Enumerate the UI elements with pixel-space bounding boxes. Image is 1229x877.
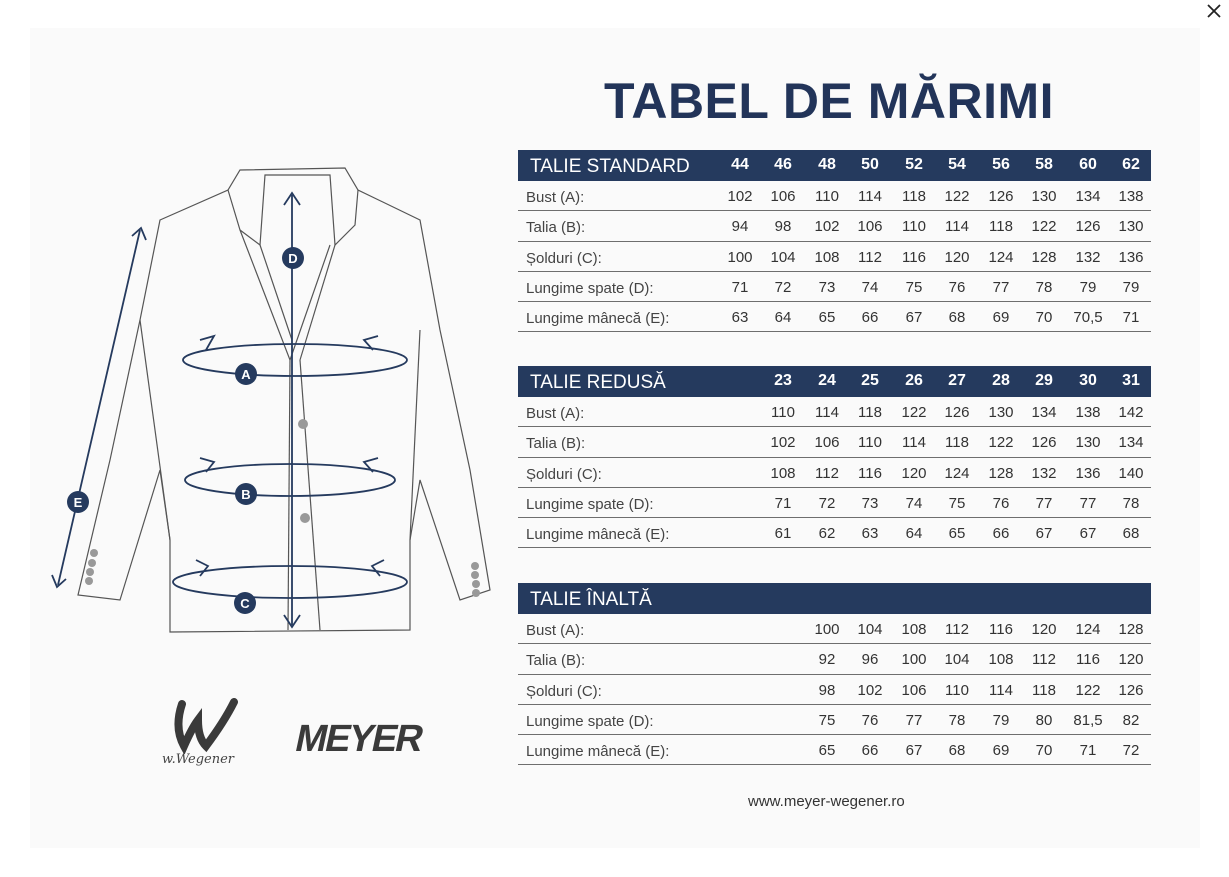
table-row: [518, 644, 1151, 674]
table-cell: 142: [1118, 404, 1144, 421]
table-cell: 120: [901, 464, 927, 482]
table-cell: 122: [901, 404, 927, 421]
table-cell: 76: [992, 494, 1010, 512]
table-cell: 104: [857, 621, 883, 638]
table-row: [518, 735, 1151, 765]
row-label: Lungime spate (D):: [526, 495, 654, 513]
table-cell: 66: [992, 525, 1010, 543]
meyer-logo: MEYER: [291, 718, 426, 760]
table-cell: 118: [945, 434, 969, 452]
table-cell: 126: [1031, 434, 1057, 452]
size-header-cell: 46: [774, 156, 792, 173]
jacket-diagram: [50, 160, 500, 640]
size-header-cell: 28: [992, 372, 1010, 389]
table-cell: 114: [945, 218, 969, 236]
row-label: Lungime spate (D):: [526, 279, 654, 297]
size-header-cell: 27: [948, 372, 966, 389]
table-cell: 92: [818, 651, 836, 669]
table-cell: 124: [1075, 621, 1101, 638]
table-cell: 126: [1075, 218, 1101, 236]
svg-text:C: C: [240, 596, 250, 611]
table-row: [518, 518, 1151, 548]
table-cell: 65: [818, 309, 836, 327]
table-cell: 126: [944, 404, 970, 421]
table-cell: 77: [1035, 494, 1053, 512]
table-cell: 112: [945, 621, 969, 638]
table-cell: 126: [1118, 681, 1144, 699]
table-cell: 110: [771, 404, 795, 421]
table-cell: 116: [989, 621, 1013, 638]
table-cell: 62: [818, 525, 836, 543]
table-cell: 104: [770, 248, 796, 266]
table-cell: 66: [861, 742, 879, 760]
row-label: Lungime mânecă (E):: [526, 743, 670, 761]
table-header: [518, 583, 1151, 614]
table-cell: 134: [1031, 404, 1057, 421]
table-cell: 70: [1035, 742, 1053, 760]
size-header-cell: 44: [731, 156, 749, 173]
table-cell: 72: [1122, 742, 1140, 760]
table-cell: 96: [861, 651, 879, 669]
table-cell: 76: [861, 711, 879, 729]
table-title: TALIE STANDARD: [530, 156, 690, 177]
table-row: [518, 302, 1151, 332]
table-cell: 67: [1035, 525, 1053, 543]
row-label: Lungime mânecă (E):: [526, 310, 670, 328]
table-title: TALIE REDUSĂ: [530, 372, 666, 393]
svg-text:A: A: [241, 367, 251, 382]
table-cell: 132: [1031, 464, 1057, 482]
table-cell: 124: [988, 248, 1014, 266]
table-cell: 100: [814, 621, 840, 638]
table-cell: 138: [1118, 188, 1144, 205]
table-cell: 94: [731, 218, 749, 236]
marker-group: [67, 247, 304, 614]
table-cell: 122: [1031, 218, 1057, 236]
table-cell: 114: [815, 404, 839, 421]
table-row: [518, 614, 1151, 644]
table-cell: 108: [901, 621, 927, 638]
row-label: Șolduri (C):: [526, 249, 602, 267]
table-cell: 102: [857, 681, 883, 699]
table-cell: 70,5: [1073, 309, 1103, 327]
size-table: [518, 150, 1151, 332]
table-cell: 118: [858, 404, 882, 421]
row-label: Talia (B):: [526, 652, 586, 670]
size-header-cell: 54: [948, 156, 966, 173]
table-cell: 71: [731, 278, 749, 296]
table-cell: 65: [818, 742, 836, 760]
table-cell: 112: [1032, 651, 1056, 669]
table-cell: 108: [814, 248, 840, 266]
table-cell: 69: [992, 309, 1010, 327]
table-cell: 69: [992, 742, 1010, 760]
table-cell: 72: [774, 278, 792, 296]
table-cell: 73: [861, 494, 879, 512]
table-cell: 77: [992, 278, 1010, 296]
table-cell: 80: [1035, 711, 1053, 729]
row-label: Șolduri (C):: [526, 465, 602, 483]
wegener-logo-icon: [162, 698, 242, 754]
size-table: [518, 583, 1151, 765]
table-cell: 128: [1031, 248, 1057, 266]
table-cell: 120: [944, 248, 970, 266]
table-cell: 118: [1032, 681, 1056, 699]
table-cell: 71: [774, 494, 792, 512]
row-label: Talia (B):: [526, 435, 586, 453]
table-cell: 114: [858, 188, 882, 205]
svg-text:D: D: [288, 251, 298, 266]
size-header-cell: 56: [992, 156, 1010, 173]
table-cell: 138: [1075, 404, 1101, 421]
table-cell: 128: [988, 464, 1014, 482]
page-title: TABEL DE MĂRIMI: [604, 73, 1055, 129]
table-cell: 106: [814, 434, 840, 452]
table-cell: 98: [774, 218, 792, 236]
table-cell: 71: [1079, 742, 1097, 760]
table-cell: 112: [858, 248, 882, 266]
size-header-cell: 31: [1122, 372, 1140, 389]
row-label: Lungime spate (D):: [526, 712, 654, 730]
table-cell: 98: [818, 681, 836, 699]
table-row: [518, 675, 1151, 705]
table-cell: 106: [901, 681, 927, 699]
table-cell: 76: [948, 278, 966, 296]
size-header-cell: 48: [818, 156, 836, 173]
table-cell: 67: [1079, 525, 1097, 543]
table-cell: 73: [818, 278, 836, 296]
table-cell: 124: [944, 464, 970, 482]
table-cell: 75: [905, 278, 923, 296]
table-cell: 136: [1075, 464, 1101, 482]
table-cell: 81,5: [1073, 711, 1103, 729]
row-label: Bust (A):: [526, 622, 585, 639]
table-cell: 122: [1075, 681, 1101, 699]
table-cell: 68: [948, 742, 966, 760]
table-row: [518, 272, 1151, 302]
table-row: [518, 181, 1151, 211]
table-cell: 120: [1031, 621, 1057, 638]
table-cell: 106: [770, 188, 796, 205]
table-cell: 63: [731, 309, 749, 327]
table-cell: 63: [861, 525, 879, 543]
table-cell: 100: [727, 248, 753, 266]
table-row: [518, 488, 1151, 518]
table-cell: 116: [902, 248, 926, 266]
size-header-cell: 25: [861, 372, 879, 389]
table-cell: 67: [905, 742, 923, 760]
svg-text:E: E: [73, 495, 83, 510]
table-cell: 140: [1118, 464, 1144, 482]
size-table: [518, 366, 1151, 548]
table-cell: 132: [1075, 248, 1101, 266]
table-cell: 134: [1118, 434, 1144, 452]
table-cell: 61: [774, 525, 792, 543]
size-header-cell: 30: [1079, 372, 1097, 389]
size-header-cell: 23: [774, 372, 792, 389]
table-cell: 77: [1079, 494, 1097, 512]
size-header-cell: 24: [818, 372, 836, 389]
table-cell: 130: [1118, 218, 1144, 236]
table-cell: 104: [944, 651, 970, 669]
table-cell: 120: [1118, 651, 1144, 669]
table-cell: 110: [815, 188, 839, 205]
table-cell: 71: [1122, 309, 1140, 327]
table-cell: 116: [1076, 651, 1100, 669]
table-cell: 116: [858, 464, 882, 482]
table-cell: 102: [727, 188, 753, 205]
table-row: [518, 427, 1151, 457]
table-cell: 110: [858, 434, 882, 452]
table-cell: 66: [861, 309, 879, 327]
table-cell: 110: [945, 681, 969, 699]
row-label: Bust (A):: [526, 405, 585, 422]
table-row: [518, 397, 1151, 427]
table-row: [518, 458, 1151, 488]
table-cell: 106: [857, 218, 883, 236]
table-cell: 68: [1122, 525, 1140, 543]
table-cell: 130: [1031, 188, 1057, 205]
table-cell: 78: [1035, 278, 1053, 296]
table-cell: 70: [1035, 309, 1053, 327]
table-cell: 130: [988, 404, 1014, 421]
row-label: Talia (B):: [526, 219, 586, 237]
table-header: [518, 150, 1151, 181]
table-cell: 78: [948, 711, 966, 729]
table-cell: 67: [905, 309, 923, 327]
table-header: [518, 366, 1151, 397]
table-cell: 102: [770, 434, 796, 452]
row-label: Bust (A):: [526, 189, 585, 206]
row-label: Șolduri (C):: [526, 682, 602, 700]
size-header-cell: 29: [1035, 372, 1053, 389]
table-cell: 102: [814, 218, 840, 236]
size-header-cell: 58: [1035, 156, 1053, 173]
table-cell: 114: [989, 681, 1013, 699]
table-cell: 65: [948, 525, 966, 543]
table-cell: 108: [988, 651, 1014, 669]
size-header-cell: 50: [861, 156, 879, 173]
size-header-cell: 60: [1079, 156, 1097, 173]
table-cell: 78: [1122, 494, 1140, 512]
table-cell: 72: [818, 494, 836, 512]
table-cell: 74: [905, 494, 923, 512]
table-cell: 68: [948, 309, 966, 327]
table-cell: 126: [988, 188, 1014, 205]
table-cell: 118: [989, 218, 1013, 236]
table-cell: 112: [815, 464, 839, 482]
table-cell: 134: [1075, 188, 1101, 205]
table-cell: 64: [905, 525, 923, 543]
table-cell: 74: [861, 278, 879, 296]
table-cell: 77: [905, 711, 923, 729]
table-row: [518, 211, 1151, 241]
row-label: Lungime mânecă (E):: [526, 526, 670, 544]
table-cell: 79: [1122, 278, 1140, 296]
table-cell: 108: [770, 464, 796, 482]
table-cell: 122: [988, 434, 1014, 452]
table-cell: 64: [774, 309, 792, 327]
table-cell: 118: [902, 188, 926, 205]
table-cell: 110: [902, 218, 926, 236]
table-cell: 75: [948, 494, 966, 512]
svg-text:B: B: [241, 487, 251, 502]
website-url[interactable]: www.meyer-wegener.ro: [748, 793, 905, 810]
table-cell: 128: [1118, 621, 1144, 638]
wegener-logo-text: w.Wegener: [162, 752, 235, 767]
table-cell: 75: [818, 711, 836, 729]
size-header-cell: 62: [1122, 156, 1140, 173]
table-title: TALIE ÎNALTĂ: [530, 589, 652, 610]
table-row: [518, 242, 1151, 272]
close-icon[interactable]: [1203, 0, 1225, 22]
table-cell: 79: [992, 711, 1010, 729]
table-cell: 136: [1118, 248, 1144, 266]
table-cell: 82: [1122, 711, 1140, 729]
table-row: [518, 705, 1151, 735]
table-cell: 130: [1075, 434, 1101, 452]
size-header-cell: 52: [905, 156, 923, 173]
table-cell: 100: [901, 651, 927, 669]
size-header-cell: 26: [905, 372, 923, 389]
table-cell: 79: [1079, 278, 1097, 296]
table-cell: 122: [944, 188, 970, 205]
table-cell: 114: [902, 434, 926, 452]
